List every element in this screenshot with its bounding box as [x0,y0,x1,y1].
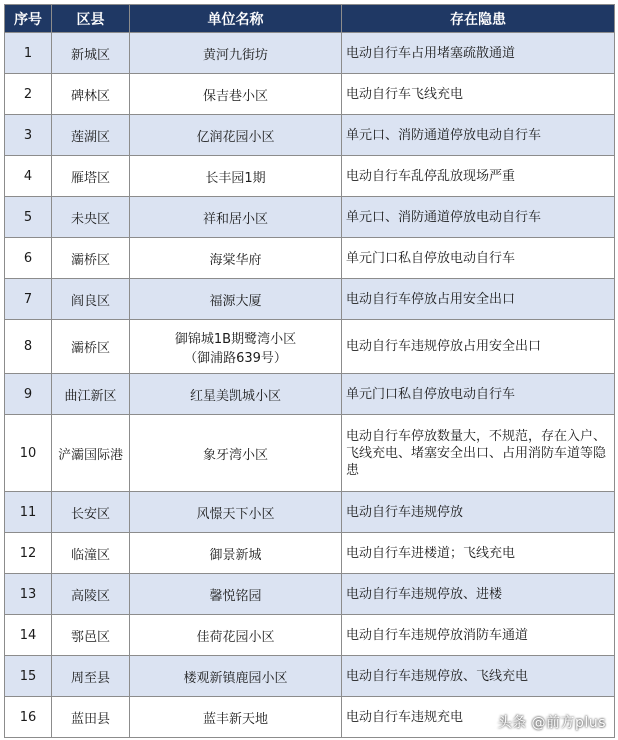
cell-district: 灞桥区 [52,238,130,279]
cell-index: 9 [5,374,52,415]
cell-hazard: 电动自行车违规停放、进楼 [342,574,615,615]
unit-name-line: 蓝丰新天地 [202,711,268,727]
cell-unit-name [130,574,342,615]
unit-name-line: 馨悦铭园 [209,588,262,604]
cell-unit-name [130,374,342,415]
table-row [5,415,615,492]
header-district: 区县 [52,5,130,33]
unit-name-line: 祥和居小区 [202,211,268,227]
table-row [5,279,615,320]
table-row [5,615,615,656]
cell-unit-name [130,697,342,738]
cell-index: 8 [5,320,52,374]
table-row [5,656,615,697]
cell-index: 5 [5,197,52,238]
cell-index: 12 [5,533,52,574]
cell-unit-name [130,197,342,238]
table-row [5,574,615,615]
cell-district: 周至县 [52,656,130,697]
cell-index: 13 [5,574,52,615]
cell-index: 16 [5,697,52,738]
unit-name-line: 御锦城1B期鹭湾小区 [174,331,297,347]
cell-unit-name [130,279,342,320]
cell-hazard: 单元门口私自停放电动自行车 [342,374,615,415]
cell-unit-name [130,492,342,533]
cell-district: 雁塔区 [52,156,130,197]
hazard-table [4,4,615,738]
cell-hazard: 电动自行车飞线充电 [342,74,615,115]
cell-hazard: 电动自行车占用堵塞疏散通道 [342,33,615,74]
table-row [5,33,615,74]
cell-index: 3 [5,115,52,156]
watermark: 头条 @前方plus [497,715,606,731]
cell-index: 2 [5,74,52,115]
cell-hazard: 电动自行车乱停乱放现场严重 [342,156,615,197]
unit-name-line: 海棠华府 [209,252,262,268]
cell-unit-name [130,320,342,374]
unit-name-line: 楼观新镇鹿园小区 [183,670,288,686]
table-row [5,492,615,533]
cell-district: 碑林区 [52,74,130,115]
table-row [5,320,615,374]
unit-name-line: 亿润花园小区 [196,129,275,145]
cell-unit-name [130,656,342,697]
unit-name-line: 红星美凯城小区 [189,388,281,404]
cell-district: 长安区 [52,492,130,533]
cell-hazard: 电动自行车违规停放 [342,492,615,533]
cell-index: 1 [5,33,52,74]
cell-district: 高陵区 [52,574,130,615]
cell-hazard: 电动自行车停放数量大，不规范，存在入户、飞线充电、堵塞安全出口、占用消防车道等隐患 [342,415,615,492]
cell-district: 蓝田县 [52,697,130,738]
table-header-row [5,5,615,33]
cell-unit-name [130,238,342,279]
cell-district: 临潼区 [52,533,130,574]
table-row [5,374,615,415]
table-row [5,74,615,115]
cell-district: 莲湖区 [52,115,130,156]
table-row [5,115,615,156]
cell-unit-name [130,115,342,156]
header-index: 序号 [5,5,52,33]
cell-hazard: 电动自行车违规充电 [342,697,615,738]
cell-index: 7 [5,279,52,320]
cell-hazard: 单元口、消防通道停放电动自行车 [342,115,615,156]
cell-index: 14 [5,615,52,656]
cell-index: 6 [5,238,52,279]
cell-district: 新城区 [52,33,130,74]
cell-district: 鄠邑区 [52,615,130,656]
cell-district: 曲江新区 [52,374,130,415]
table-row [5,238,615,279]
table-row [5,533,615,574]
unit-name-line: 福源大厦 [209,293,262,309]
cell-index: 4 [5,156,52,197]
cell-hazard: 单元口、消防通道停放电动自行车 [342,197,615,238]
unit-name-line: （御浦路639号） [184,350,287,366]
cell-index: 11 [5,492,52,533]
cell-district: 阎良区 [52,279,130,320]
cell-hazard: 单元门口私自停放电动自行车 [342,238,615,279]
unit-name-line: 象牙湾小区 [202,447,268,463]
unit-name-line: 长丰园1期 [205,170,266,186]
cell-unit-name [130,33,342,74]
cell-unit-name [130,156,342,197]
header-hazard: 存在隐患 [342,5,615,33]
cell-district: 浐灞国际港 [52,415,130,492]
table-row [5,197,615,238]
cell-unit-name [130,533,342,574]
header-unit-name: 单位名称 [130,5,342,33]
cell-unit-name [130,74,342,115]
cell-index: 10 [5,415,52,492]
cell-index: 15 [5,656,52,697]
unit-name-line: 御景新城 [209,547,262,563]
unit-name-line: 风憬天下小区 [196,506,275,522]
cell-hazard: 电动自行车违规停放消防车通道 [342,615,615,656]
cell-unit-name [130,615,342,656]
cell-unit-name [130,415,342,492]
cell-hazard: 电动自行车违规停放占用安全出口 [342,320,615,374]
unit-name-line: 黄河九街坊 [202,47,268,63]
cell-district: 灞桥区 [52,320,130,374]
table-row [5,156,615,197]
unit-name-line: 佳荷花园小区 [196,629,275,645]
cell-hazard: 电动自行车停放占用安全出口 [342,279,615,320]
cell-hazard: 电动自行车违规停放、飞线充电 [342,656,615,697]
unit-name-line: 保吉巷小区 [202,88,268,104]
cell-hazard: 电动自行车进楼道；飞线充电 [342,533,615,574]
cell-district: 未央区 [52,197,130,238]
